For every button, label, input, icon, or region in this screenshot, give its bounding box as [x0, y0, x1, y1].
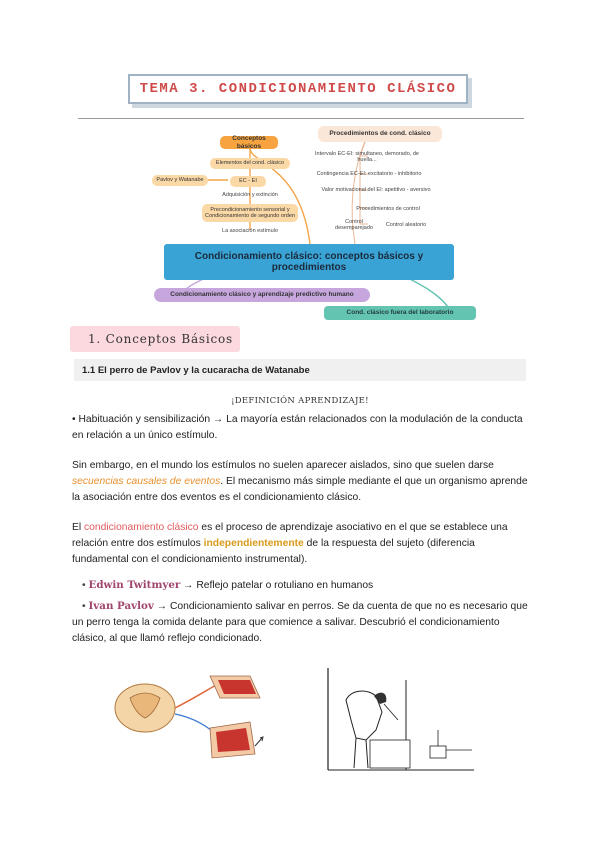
definition-label: ¡DEFINICIÓN APRENDIZAJE!	[231, 396, 369, 406]
bullet: •	[82, 601, 86, 612]
paragraph-text: . El mecanismo más simple mediante el que un organismo aprende la asociación entre dos eventos es el condicionamiento clásico.	[72, 476, 528, 503]
mindmap-node-root-right: Procedimientos de cond. clásico	[318, 126, 442, 142]
mindmap-node: Control aleatorio	[385, 221, 427, 228]
list-item-text: → Reflejo patelar o rotuliano en humanos	[180, 580, 374, 591]
term-independientemente: independientemente	[203, 538, 304, 549]
mindmap-node: La asociación estímulo	[222, 227, 278, 234]
mindmap-node: Procedimientos de control	[356, 205, 420, 212]
subsection-heading: 1.1 El perro de Pavlov y la cucaracha de Watanabe	[74, 359, 526, 381]
paragraph-text: de la respuesta del sujeto (diferencia fundamental con el condicionamiento instrumental).	[72, 538, 475, 565]
mindmap-node: EC - EI	[230, 176, 266, 187]
mindmap-node: Intervalo EC-EI: simultaneo, demorado, de huella...	[315, 150, 419, 163]
highlight-secuencias: secuencias causales de eventos	[72, 476, 221, 487]
mindmap-node: Valor motivacional del EI: apetitivo - aversivo	[321, 186, 431, 193]
mind-map	[150, 124, 476, 322]
mindmap-node: Control desemparejado	[335, 218, 373, 231]
section-heading: 1. Conceptos Básicos	[70, 326, 240, 352]
mindmap-central-node: Condicionamiento clásico: conceptos básicos y procedimientos	[164, 244, 454, 280]
term-condicionamiento: condicionamiento clásico	[84, 522, 199, 533]
mindmap-node: Elementos del cond. clásico	[210, 158, 290, 169]
mindmap-node: Adquisición y extinción	[222, 191, 278, 198]
bullet: •	[82, 580, 86, 591]
paragraph-habituation	[72, 412, 532, 444]
paragraph-secuencias	[72, 458, 532, 506]
title-divider	[78, 118, 524, 119]
mindmap-node-bottom-left: Condicionamiento clásico y aprendizaje predictivo humano	[154, 288, 370, 302]
list-item	[82, 577, 532, 594]
paragraph-text: es el proceso de aprendizaje asociativo en el que se establece una relación entre dos estímulos	[72, 522, 508, 549]
mindmap-node: Precondicionamiento sensorial y Condicionamiento de segundo orden	[202, 204, 298, 222]
name-pavlov: Ivan Pavlov	[88, 600, 154, 612]
bullet: •	[72, 414, 76, 425]
list-item	[72, 598, 534, 647]
mindmap-node-bottom-right: Cond. clásico fuera del laboratorio	[324, 306, 476, 320]
pavlov-dog-illustration	[326, 660, 476, 772]
paragraph-text: El	[72, 522, 85, 533]
paragraph-text: Sin embargo, en el mundo los estímulos no suelen aparecer aislados, sino que suelen darse	[72, 460, 494, 471]
mindmap-node: Pavlov y Watanabe	[152, 175, 208, 186]
mindmap-node-root-left: Conceptos básicos	[220, 136, 278, 149]
reflex-illustration	[100, 668, 270, 768]
name-twitmyer: Edwin Twitmyer	[88, 579, 181, 591]
title-box	[128, 74, 468, 104]
mindmap-node: Contingencia EC-EI: excitatorio - inhibitorio	[316, 170, 422, 177]
list-item-text: → Condicionamiento salivar en perros. Se da cuenta de que no es necesario que un perro tenga la comida delante para que comience a salivar. Descubrió el condicionamiento clásico, al que llamó reflejo condicionado.	[72, 601, 528, 644]
paragraph-text: Habituación y sensibilización → La mayoría están relacionados con la modulación de la conducta en relación a un único estímulo.	[72, 414, 523, 441]
page-title: TEMA 3. CONDICIONAMIENTO CLÁSICO	[139, 81, 457, 97]
paragraph-definition	[72, 520, 532, 568]
